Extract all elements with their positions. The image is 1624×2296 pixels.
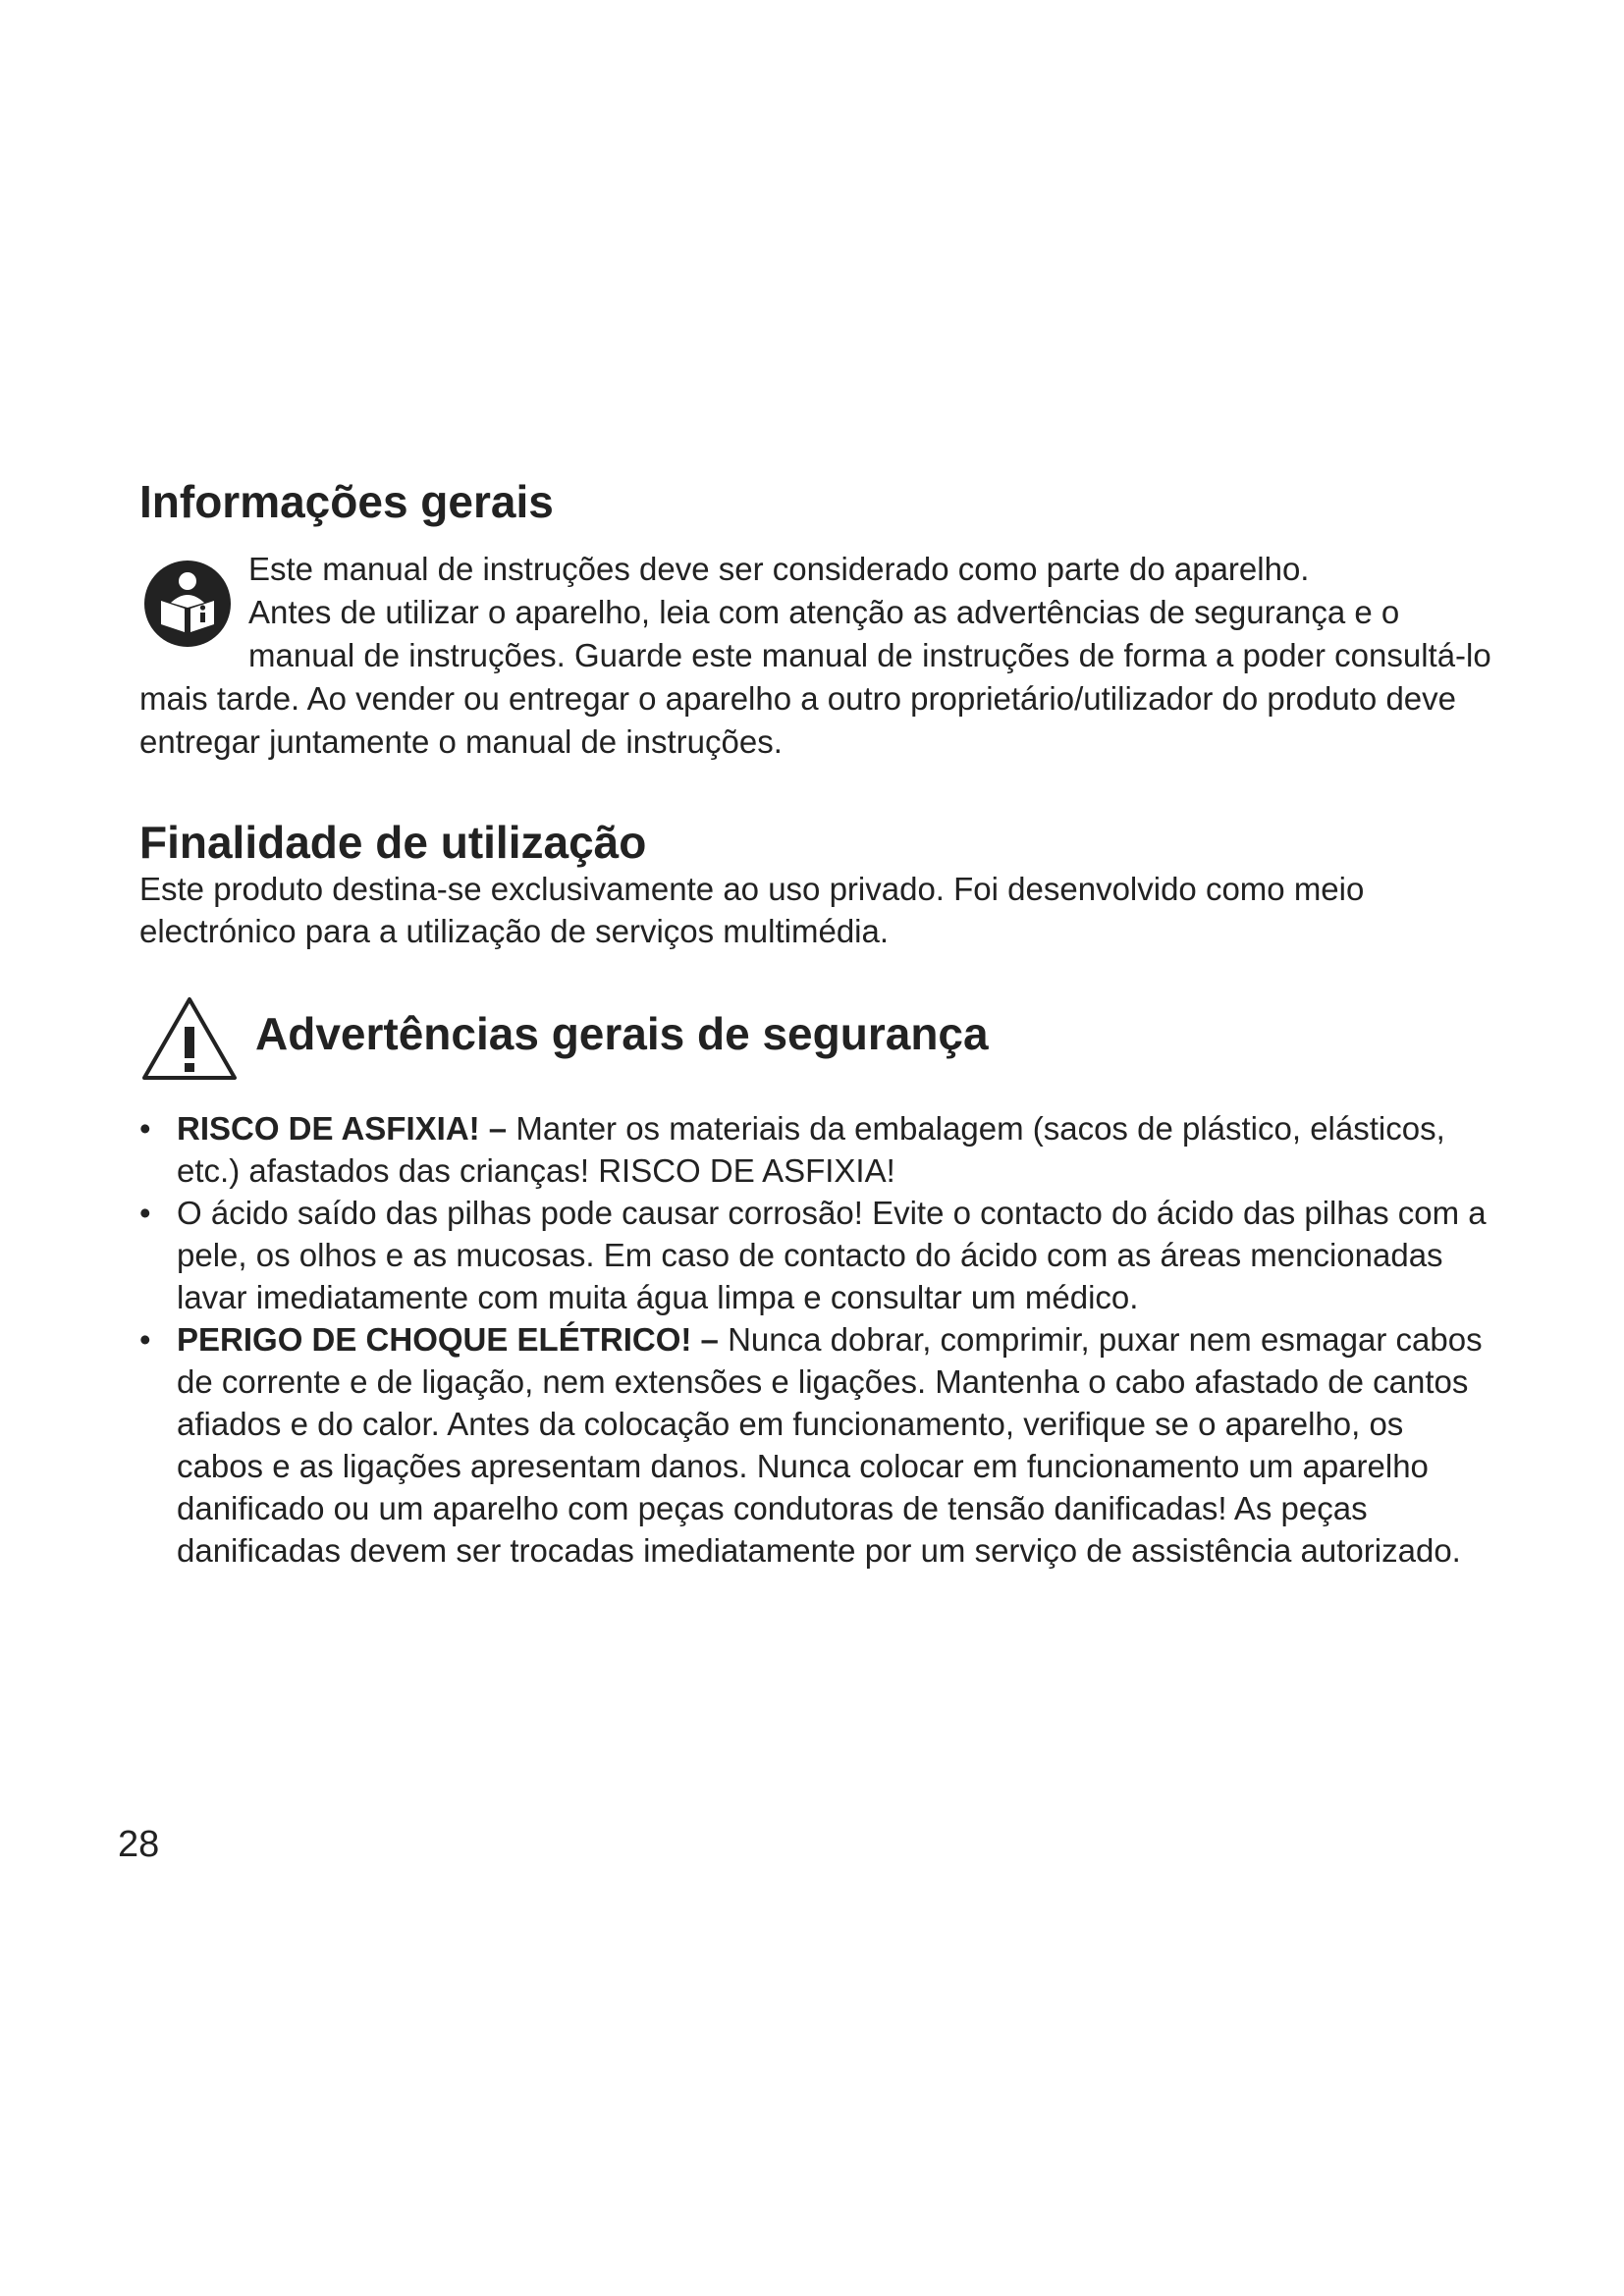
intro-line: manual de instruções. Guarde este manual de instruções de forma a poder consultá-lo (248, 637, 1491, 673)
bullet: • (139, 1110, 151, 1147)
warning-lead: RISCO DE ASFIXIA! – (177, 1110, 508, 1147)
warning-triangle-icon (139, 993, 240, 1084)
intro-line: Antes de utilizar o aparelho, leia com atenção as advertências de segurança e o (248, 594, 1400, 630)
page-number: 28 (118, 1824, 160, 1865)
warning-text: Nunca dobrar, comprimir, puxar nem esmagar cabos de corrente e de ligação, nem extensões e ligações. Mantenha o cabo afastado de cantos afiados e do calor. Antes da colocação em funcionamento, verifique se o aparelho, os cabos e as ligações apresentam danos. Nunca colocar em funcionamento um aparelho danificado ou um aparelho com peças condutoras de tensão danificadas! As peças danificadas devem ser trocadas imediatamente por um serviço de assistência autorizado. (177, 1321, 1483, 1569)
intro-line: mais tarde. Ao vender ou entregar o aparelho a outro proprietário/utilizador do produto deve (139, 680, 1457, 717)
purpose-paragraph: Este produto destina-se exclusivamente ao uso privado. Foi desenvolvido como meio electrónico para a utilização de serviços multimédia. (139, 871, 1365, 949)
warning-text: O ácido saído das pilhas pode causar corrosão! Evite o contacto do ácido das pilhas com a pele, os olhos e as mucosas. Em caso de contacto do ácido com as áreas mencionadas lavar imediatamente com muita água limpa e consultar um médico. (177, 1195, 1487, 1315)
bullet: • (139, 1195, 151, 1231)
section-title-purpose: Finalidade de utilização (139, 817, 647, 868)
section-title-safety: Advertências gerais de segurança (255, 1008, 989, 1059)
list-item (137, 1107, 1492, 1192)
warning-lead: PERIGO DE CHOQUE ELÉTRICO! – (177, 1321, 719, 1358)
list-item (137, 1318, 1492, 1572)
intro-line: entregar juntamente o manual de instruções. (139, 723, 783, 760)
read-manual-icon (141, 558, 234, 650)
intro-line: Este manual de instruções deve ser considerado como parte do aparelho. (248, 551, 1310, 587)
section-title-general-info: Informações gerais (139, 476, 554, 527)
bullet: • (139, 1321, 151, 1358)
warning-text: Manter os materiais da embalagem (sacos de plástico, elásticos, etc.) afastados das crianças! RISCO DE ASFIXIA! (177, 1110, 1445, 1189)
safety-warnings-list (137, 1107, 1492, 1572)
list-item (137, 1192, 1492, 1318)
